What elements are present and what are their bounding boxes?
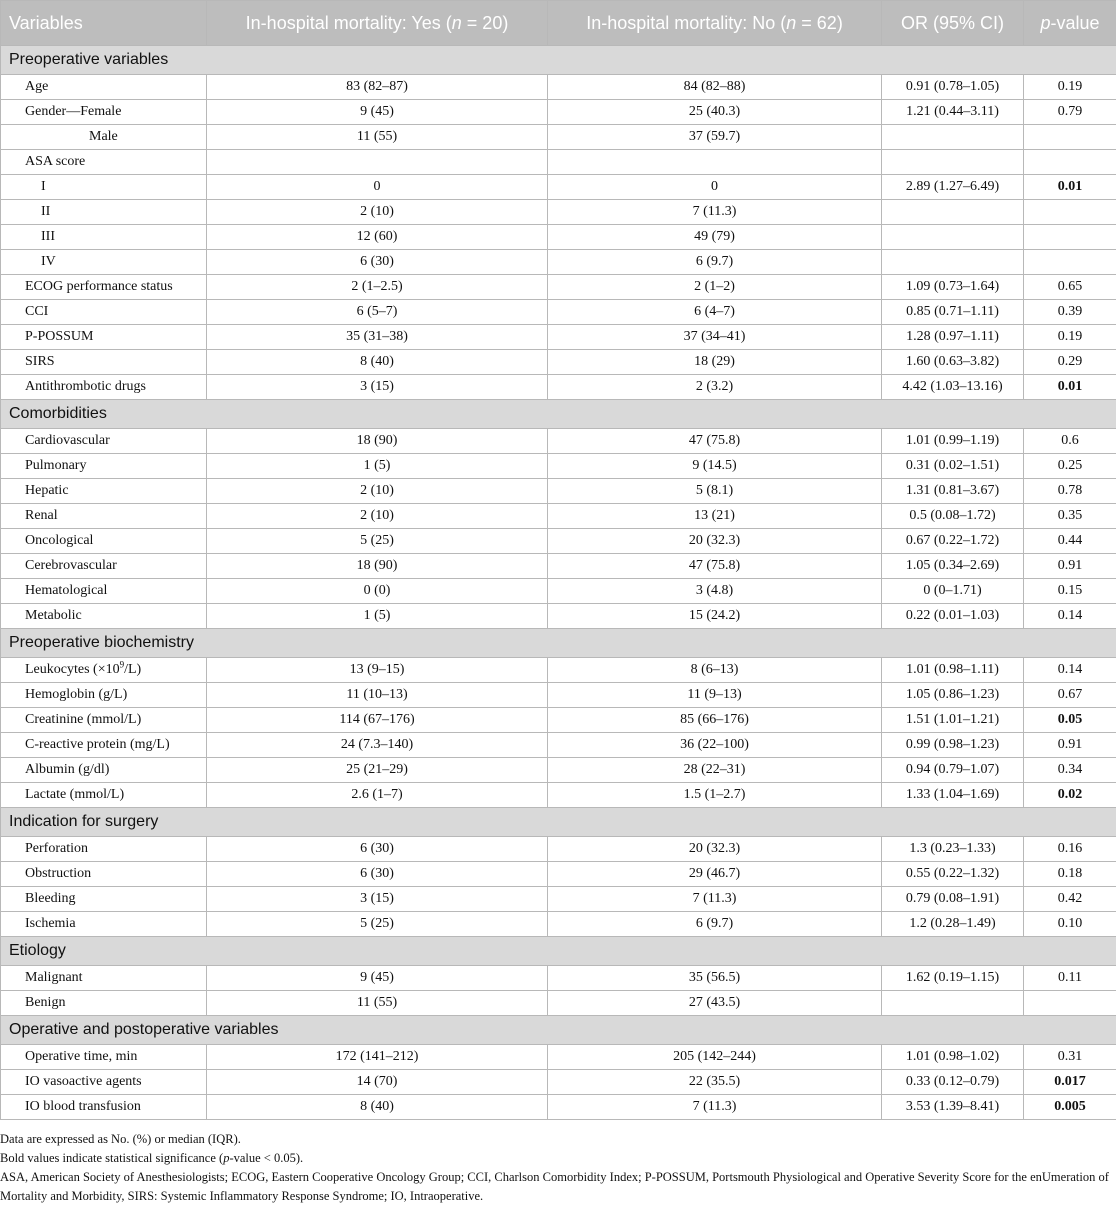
cell-yes: 5 (25) [207, 529, 548, 554]
cell-p: 0.42 [1024, 887, 1116, 912]
cell-yes: 3 (15) [207, 375, 548, 400]
cell-yes: 114 (67–176) [207, 708, 548, 733]
cell-yes: 35 (31–38) [207, 325, 548, 350]
table-row [1, 783, 1116, 808]
cell-p: 0.02 [1024, 783, 1116, 808]
header-yes-prefix: In-hospital mortality: Yes ( [245, 12, 452, 33]
cell-yes: 8 (40) [207, 1095, 548, 1120]
row-label: Cardiovascular [1, 429, 207, 454]
cell-p: 0.19 [1024, 75, 1116, 100]
section-row [1, 808, 1116, 837]
cell-p: 0.14 [1024, 658, 1116, 683]
cell-or: 1.2 (0.28–1.49) [882, 912, 1024, 937]
table-row [1, 1045, 1116, 1070]
cell-no: 20 (32.3) [548, 529, 882, 554]
cell-no: 85 (66–176) [548, 708, 882, 733]
row-label: ASA score [1, 150, 207, 175]
cell-yes: 2.6 (1–7) [207, 783, 548, 808]
cell-yes: 2 (10) [207, 479, 548, 504]
cell-or: 1.05 (0.86–1.23) [882, 683, 1024, 708]
table-row [1, 837, 1116, 862]
cell-no: 47 (75.8) [548, 429, 882, 454]
table-row [1, 1095, 1116, 1120]
leukocytes-unit: /L) [124, 662, 142, 677]
cell-or: 0.5 (0.08–1.72) [882, 504, 1024, 529]
table-row [1, 300, 1116, 325]
cell-or: 0 (0–1.71) [882, 579, 1024, 604]
cell-p [1024, 200, 1116, 225]
row-label: IO vasoactive agents [1, 1070, 207, 1095]
row-label: P-POSSUM [1, 325, 207, 350]
header-no-n: n [786, 12, 797, 33]
header-no-prefix: In-hospital mortality: No ( [586, 12, 787, 33]
cell-no [548, 150, 882, 175]
cell-or: 1.05 (0.34–2.69) [882, 554, 1024, 579]
header-mortality-yes [207, 1, 548, 46]
cell-or: 0.67 (0.22–1.72) [882, 529, 1024, 554]
cell-p: 0.25 [1024, 454, 1116, 479]
row-label: ECOG performance status [1, 275, 207, 300]
cell-no: 6 (4–7) [548, 300, 882, 325]
cell-p: 0.01 [1024, 175, 1116, 200]
cell-or [882, 125, 1024, 150]
table-row [1, 275, 1116, 300]
row-label: Hemoglobin (g/L) [1, 683, 207, 708]
cell-no: 37 (34–41) [548, 325, 882, 350]
header-mortality-no [548, 1, 882, 46]
cell-yes: 3 (15) [207, 887, 548, 912]
cell-or: 0.99 (0.98–1.23) [882, 733, 1024, 758]
leukocytes-label: Leukocytes (×10 [25, 662, 120, 677]
row-label: III [1, 225, 207, 250]
row-label: Pulmonary [1, 454, 207, 479]
cell-p [1024, 125, 1116, 150]
cell-yes: 6 (30) [207, 250, 548, 275]
cell-yes: 25 (21–29) [207, 758, 548, 783]
cell-no: 29 (46.7) [548, 862, 882, 887]
table-row [1, 733, 1116, 758]
cell-or: 0.22 (0.01–1.03) [882, 604, 1024, 629]
cell-no: 7 (11.3) [548, 1095, 882, 1120]
cell-yes: 6 (30) [207, 862, 548, 887]
table-row [1, 862, 1116, 887]
cell-no: 1.5 (1–2.7) [548, 783, 882, 808]
footnote-significance-p: p [223, 1151, 230, 1165]
table-row [1, 479, 1116, 504]
cell-yes: 13 (9–15) [207, 658, 548, 683]
header-p-italic: p [1040, 12, 1051, 33]
cell-p: 0.16 [1024, 837, 1116, 862]
cell-yes: 14 (70) [207, 1070, 548, 1095]
cell-or: 0.79 (0.08–1.91) [882, 887, 1024, 912]
cell-no: 28 (22–31) [548, 758, 882, 783]
cell-no: 6 (9.7) [548, 912, 882, 937]
cell-yes: 11 (55) [207, 125, 548, 150]
section-indication-for-surgery: Indication for surgery [1, 808, 1116, 837]
cell-yes: 11 (55) [207, 991, 548, 1016]
table-row [1, 454, 1116, 479]
section-row [1, 937, 1116, 966]
cell-p: 0.91 [1024, 733, 1116, 758]
cell-yes: 9 (45) [207, 966, 548, 991]
cell-no: 18 (29) [548, 350, 882, 375]
cell-no: 3 (4.8) [548, 579, 882, 604]
cell-yes: 172 (141–212) [207, 1045, 548, 1070]
row-label: IO blood transfusion [1, 1095, 207, 1120]
cell-yes: 12 (60) [207, 225, 548, 250]
table-row [1, 758, 1116, 783]
cell-p: 0.34 [1024, 758, 1116, 783]
row-label: Male [1, 125, 207, 150]
row-label: Lactate (mmol/L) [1, 783, 207, 808]
cell-yes: 1 (5) [207, 604, 548, 629]
row-label: I [1, 175, 207, 200]
row-label: IV [1, 250, 207, 275]
table-row [1, 200, 1116, 225]
table-row [1, 75, 1116, 100]
footnote-data-format: Data are expressed as No. (%) or median (IQR). [0, 1132, 241, 1146]
row-label: Metabolic [1, 604, 207, 629]
section-operative-postoperative: Operative and postoperative variables [1, 1016, 1116, 1045]
section-row [1, 1016, 1116, 1045]
cell-yes: 0 [207, 175, 548, 200]
cell-no: 13 (21) [548, 504, 882, 529]
cell-yes: 0 (0) [207, 579, 548, 604]
cell-yes: 2 (1–2.5) [207, 275, 548, 300]
cell-no: 22 (35.5) [548, 1070, 882, 1095]
cell-yes: 18 (90) [207, 429, 548, 454]
row-label: Perforation [1, 837, 207, 862]
row-label: Benign [1, 991, 207, 1016]
cell-p: 0.15 [1024, 579, 1116, 604]
cell-or: 1.51 (1.01–1.21) [882, 708, 1024, 733]
table-row [1, 683, 1116, 708]
leukocytes-exponent: 9 [119, 659, 125, 670]
cell-or: 1.33 (1.04–1.69) [882, 783, 1024, 808]
table-row [1, 325, 1116, 350]
cell-p: 0.14 [1024, 604, 1116, 629]
section-etiology: Etiology [1, 937, 1116, 966]
cell-p [1024, 250, 1116, 275]
table-row [1, 175, 1116, 200]
footnote-abbreviations: ASA, American Society of Anesthesiologists; ECOG, Eastern Cooperative Oncology Group; CCI, Charlson Comorbidity Index; P-POSSUM, Portsmouth Physiological and Operative Severity Score for the enUmeration of Mortality and Morbidity, SIRS: Systemic Inflammatory Response Syndrome; IO, Intraoperative. [0, 1170, 1109, 1203]
cell-no: 2 (1–2) [548, 275, 882, 300]
cell-or [882, 225, 1024, 250]
row-label: Creatinine (mmol/L) [1, 708, 207, 733]
cell-or: 1.3 (0.23–1.33) [882, 837, 1024, 862]
table-row [1, 429, 1116, 454]
cell-no: 5 (8.1) [548, 479, 882, 504]
cell-p: 0.29 [1024, 350, 1116, 375]
cell-no: 47 (75.8) [548, 554, 882, 579]
row-label: Age [1, 75, 207, 100]
cell-no: 15 (24.2) [548, 604, 882, 629]
header-yes-suffix: = 20) [461, 12, 509, 33]
section-row [1, 629, 1116, 658]
cell-p: 0.11 [1024, 966, 1116, 991]
cell-or: 0.91 (0.78–1.05) [882, 75, 1024, 100]
row-label: Malignant [1, 966, 207, 991]
row-label: Operative time, min [1, 1045, 207, 1070]
footnote-significance-b: -value < 0.05). [229, 1151, 304, 1165]
table-row [1, 529, 1116, 554]
cell-or: 1.21 (0.44–3.11) [882, 100, 1024, 125]
cell-or: 1.01 (0.98–1.11) [882, 658, 1024, 683]
row-label: Oncological [1, 529, 207, 554]
section-preoperative-biochemistry: Preoperative biochemistry [1, 629, 1116, 658]
cell-no: 9 (14.5) [548, 454, 882, 479]
cell-p: 0.6 [1024, 429, 1116, 454]
row-label: C-reactive protein (mg/L) [1, 733, 207, 758]
header-or: OR (95% CI) [882, 1, 1024, 46]
header-variables: Variables [1, 1, 207, 46]
cell-or: 0.94 (0.79–1.07) [882, 758, 1024, 783]
cell-p: 0.01 [1024, 375, 1116, 400]
table-row [1, 966, 1116, 991]
table-row [1, 100, 1116, 125]
cell-p: 0.017 [1024, 1070, 1116, 1095]
row-label: Renal [1, 504, 207, 529]
cell-yes: 1 (5) [207, 454, 548, 479]
cell-or: 4.42 (1.03–13.16) [882, 375, 1024, 400]
cell-or: 1.01 (0.98–1.02) [882, 1045, 1024, 1070]
cell-no: 6 (9.7) [548, 250, 882, 275]
cell-no: 25 (40.3) [548, 100, 882, 125]
table-row [1, 225, 1116, 250]
cell-or: 1.09 (0.73–1.64) [882, 275, 1024, 300]
table-row [1, 504, 1116, 529]
cell-yes: 83 (82–87) [207, 75, 548, 100]
cell-p: 0.19 [1024, 325, 1116, 350]
cell-or [882, 200, 1024, 225]
row-label: II [1, 200, 207, 225]
cell-p: 0.10 [1024, 912, 1116, 937]
cell-p: 0.44 [1024, 529, 1116, 554]
cell-no: 27 (43.5) [548, 991, 882, 1016]
table-row [1, 150, 1116, 175]
cell-no: 0 [548, 175, 882, 200]
cell-p: 0.05 [1024, 708, 1116, 733]
cell-yes: 2 (10) [207, 504, 548, 529]
cell-p: 0.18 [1024, 862, 1116, 887]
cell-no: 205 (142–244) [548, 1045, 882, 1070]
cell-p: 0.31 [1024, 1045, 1116, 1070]
cell-no: 84 (82–88) [548, 75, 882, 100]
header-p-suffix: -value [1050, 12, 1100, 33]
section-row [1, 400, 1116, 429]
table-row [1, 708, 1116, 733]
cell-no: 7 (11.3) [548, 887, 882, 912]
footnote-significance [0, 1149, 1110, 1168]
cell-p: 0.39 [1024, 300, 1116, 325]
section-preoperative-variables: Preoperative variables [1, 46, 1116, 75]
cell-no: 49 (79) [548, 225, 882, 250]
cell-yes: 24 (7.3–140) [207, 733, 548, 758]
cell-no: 8 (6–13) [548, 658, 882, 683]
row-label: SIRS [1, 350, 207, 375]
cell-yes: 2 (10) [207, 200, 548, 225]
table-row [1, 375, 1116, 400]
cell-or: 1.60 (0.63–3.82) [882, 350, 1024, 375]
row-label: Cerebrovascular [1, 554, 207, 579]
cell-p: 0.79 [1024, 100, 1116, 125]
cell-or: 1.62 (0.19–1.15) [882, 966, 1024, 991]
row-label: Hematological [1, 579, 207, 604]
cell-or: 1.31 (0.81–3.67) [882, 479, 1024, 504]
cell-no: 37 (59.7) [548, 125, 882, 150]
table-row [1, 554, 1116, 579]
cell-or [882, 150, 1024, 175]
cell-no: 2 (3.2) [548, 375, 882, 400]
table-row [1, 887, 1116, 912]
cell-p: 0.65 [1024, 275, 1116, 300]
row-label: Gender—Female [1, 100, 207, 125]
cell-p [1024, 991, 1116, 1016]
cell-no: 11 (9–13) [548, 683, 882, 708]
row-label: Albumin (g/dl) [1, 758, 207, 783]
cell-or: 0.33 (0.12–0.79) [882, 1070, 1024, 1095]
row-label: Antithrombotic drugs [1, 375, 207, 400]
cell-p [1024, 150, 1116, 175]
header-no-suffix: = 62) [796, 12, 843, 33]
row-label: Bleeding [1, 887, 207, 912]
header-p-value [1024, 1, 1116, 46]
footnote-significance-a: Bold values indicate statistical significance ( [0, 1151, 224, 1165]
cell-p [1024, 225, 1116, 250]
header-row [1, 1, 1116, 46]
cell-p: 0.005 [1024, 1095, 1116, 1120]
cell-p: 0.91 [1024, 554, 1116, 579]
cell-or: 2.89 (1.27–6.49) [882, 175, 1024, 200]
cell-yes [207, 150, 548, 175]
cell-no: 35 (56.5) [548, 966, 882, 991]
table-footnotes [0, 1130, 1110, 1206]
cell-yes: 6 (5–7) [207, 300, 548, 325]
table-row [1, 250, 1116, 275]
cell-or: 3.53 (1.39–8.41) [882, 1095, 1024, 1120]
table-row [1, 658, 1116, 683]
cell-no: 20 (32.3) [548, 837, 882, 862]
cell-yes: 9 (45) [207, 100, 548, 125]
table-row [1, 579, 1116, 604]
cell-or: 0.85 (0.71–1.11) [882, 300, 1024, 325]
cell-or: 1.01 (0.99–1.19) [882, 429, 1024, 454]
cell-yes: 6 (30) [207, 837, 548, 862]
row-label: Obstruction [1, 862, 207, 887]
section-comorbidities: Comorbidities [1, 400, 1116, 429]
row-label: Hepatic [1, 479, 207, 504]
cell-p: 0.67 [1024, 683, 1116, 708]
header-yes-n: n [451, 12, 462, 33]
cell-yes: 18 (90) [207, 554, 548, 579]
cell-p: 0.35 [1024, 504, 1116, 529]
table-row [1, 991, 1116, 1016]
row-label: Ischemia [1, 912, 207, 937]
cell-no: 7 (11.3) [548, 200, 882, 225]
row-label: CCI [1, 300, 207, 325]
cell-no: 36 (22–100) [548, 733, 882, 758]
cell-yes: 11 (10–13) [207, 683, 548, 708]
table-row [1, 350, 1116, 375]
cell-yes: 8 (40) [207, 350, 548, 375]
cell-or [882, 991, 1024, 1016]
row-label [1, 658, 207, 683]
table-row [1, 125, 1116, 150]
cell-yes: 5 (25) [207, 912, 548, 937]
cell-or [882, 250, 1024, 275]
cell-or: 0.31 (0.02–1.51) [882, 454, 1024, 479]
cell-or: 1.28 (0.97–1.11) [882, 325, 1024, 350]
cell-p: 0.78 [1024, 479, 1116, 504]
table-row [1, 604, 1116, 629]
table-row [1, 912, 1116, 937]
cell-or: 0.55 (0.22–1.32) [882, 862, 1024, 887]
table-row [1, 1070, 1116, 1095]
section-row [1, 46, 1116, 75]
